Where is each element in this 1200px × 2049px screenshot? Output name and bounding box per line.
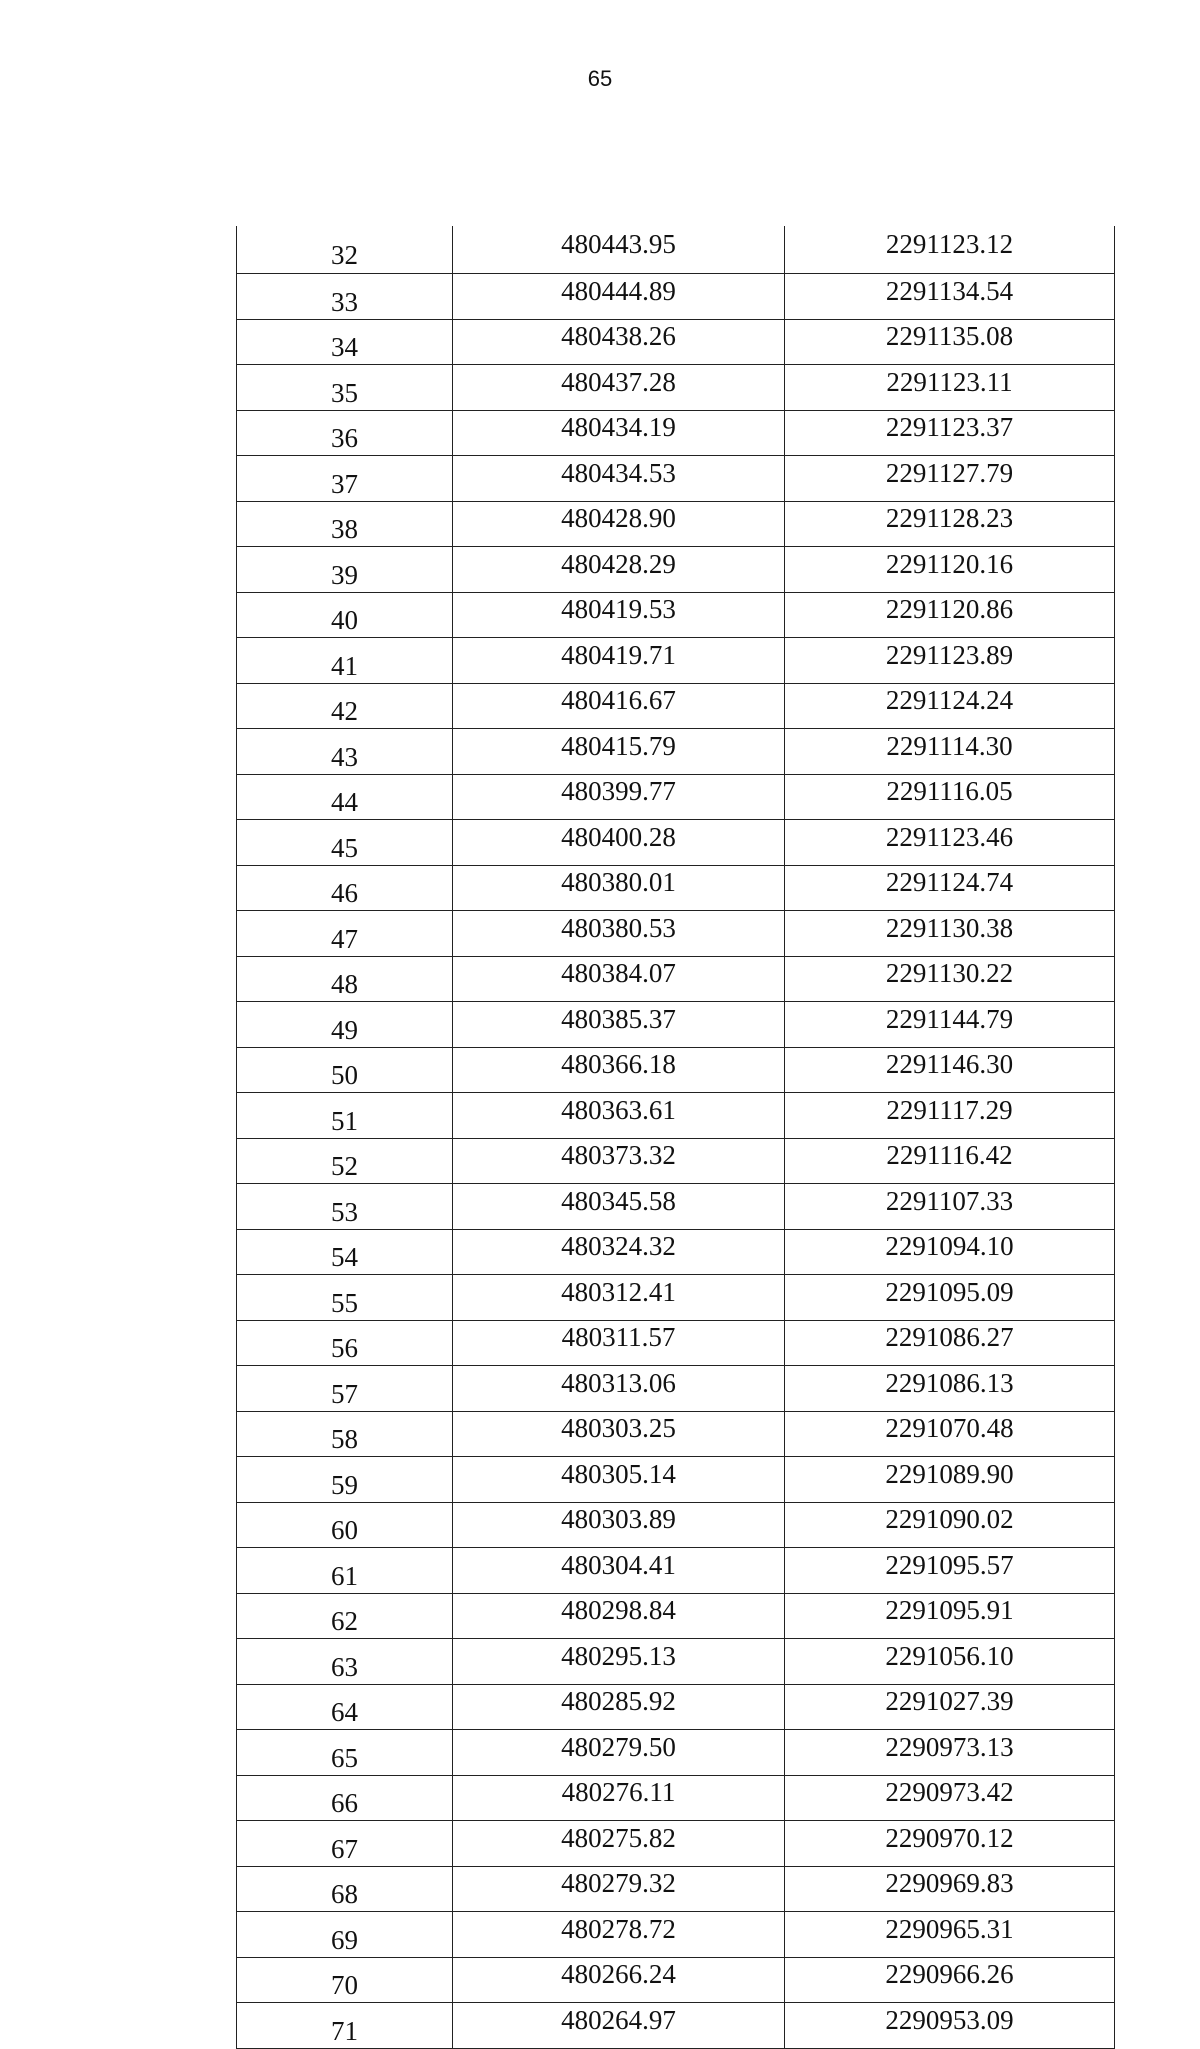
y-coordinate-cell: 2290953.09	[785, 2003, 1115, 2049]
x-coordinate-cell: 480324.32	[453, 1229, 785, 1275]
y-coordinate-cell: 2291123.37	[785, 410, 1115, 456]
table-row	[237, 410, 1115, 456]
coordinates-table-body	[237, 226, 1115, 2048]
x-coordinate-cell: 480444.89	[453, 274, 785, 320]
y-coordinate-cell: 2291130.22	[785, 956, 1115, 1002]
y-coordinate-cell: 2291095.91	[785, 1593, 1115, 1639]
point-number-cell: 47	[237, 911, 453, 957]
y-coordinate-cell: 2291128.23	[785, 501, 1115, 547]
y-coordinate-cell: 2291086.27	[785, 1320, 1115, 1366]
point-number-cell: 56	[237, 1320, 453, 1366]
x-coordinate-cell: 480295.13	[453, 1639, 785, 1685]
table-row	[237, 1502, 1115, 1548]
y-coordinate-cell: 2291123.46	[785, 820, 1115, 866]
point-number-cell: 59	[237, 1457, 453, 1503]
y-coordinate-cell: 2290966.26	[785, 1957, 1115, 2003]
x-coordinate-cell: 480419.53	[453, 592, 785, 638]
coordinates-table-container	[236, 226, 1114, 2049]
y-coordinate-cell: 2290965.31	[785, 1912, 1115, 1958]
y-coordinate-cell: 2291070.48	[785, 1411, 1115, 1457]
table-row	[237, 1775, 1115, 1821]
point-number-cell: 57	[237, 1366, 453, 1412]
x-coordinate-cell: 480385.37	[453, 1002, 785, 1048]
y-coordinate-cell: 2291127.79	[785, 456, 1115, 502]
table-row	[237, 1047, 1115, 1093]
x-coordinate-cell: 480437.28	[453, 365, 785, 411]
point-number-cell: 34	[237, 319, 453, 365]
point-number-cell: 69	[237, 1912, 453, 1958]
table-row	[237, 1457, 1115, 1503]
y-coordinate-cell: 2291090.02	[785, 1502, 1115, 1548]
point-number-cell: 53	[237, 1184, 453, 1230]
x-coordinate-cell: 480380.53	[453, 911, 785, 957]
table-row	[237, 774, 1115, 820]
y-coordinate-cell: 2291124.74	[785, 865, 1115, 911]
x-coordinate-cell: 480345.58	[453, 1184, 785, 1230]
point-number-cell: 62	[237, 1593, 453, 1639]
table-row	[237, 729, 1115, 775]
point-number-cell: 64	[237, 1684, 453, 1730]
y-coordinate-cell: 2291116.42	[785, 1138, 1115, 1184]
point-number-cell: 67	[237, 1821, 453, 1867]
table-row	[237, 1957, 1115, 2003]
table-row	[237, 1821, 1115, 1867]
table-row	[237, 2003, 1115, 2049]
point-number-cell: 41	[237, 638, 453, 684]
x-coordinate-cell: 480311.57	[453, 1320, 785, 1366]
y-coordinate-cell: 2291123.11	[785, 365, 1115, 411]
x-coordinate-cell: 480305.14	[453, 1457, 785, 1503]
x-coordinate-cell: 480275.82	[453, 1821, 785, 1867]
point-number-cell: 63	[237, 1639, 453, 1685]
table-row	[237, 1593, 1115, 1639]
point-number-cell: 44	[237, 774, 453, 820]
table-row	[237, 501, 1115, 547]
table-row	[237, 319, 1115, 365]
y-coordinate-cell: 2291094.10	[785, 1229, 1115, 1275]
y-coordinate-cell: 2291130.38	[785, 911, 1115, 957]
x-coordinate-cell: 480298.84	[453, 1593, 785, 1639]
y-coordinate-cell: 2291086.13	[785, 1366, 1115, 1412]
point-number-cell: 38	[237, 501, 453, 547]
x-coordinate-cell: 480415.79	[453, 729, 785, 775]
y-coordinate-cell: 2291027.39	[785, 1684, 1115, 1730]
table-row	[237, 865, 1115, 911]
point-number-cell: 42	[237, 683, 453, 729]
point-number-cell: 49	[237, 1002, 453, 1048]
table-row	[237, 1366, 1115, 1412]
x-coordinate-cell: 480264.97	[453, 2003, 785, 2049]
x-coordinate-cell: 480304.41	[453, 1548, 785, 1594]
y-coordinate-cell: 2291107.33	[785, 1184, 1115, 1230]
x-coordinate-cell: 480384.07	[453, 956, 785, 1002]
y-coordinate-cell: 2291123.12	[785, 226, 1115, 274]
point-number-cell: 33	[237, 274, 453, 320]
table-row	[237, 547, 1115, 593]
table-row	[237, 592, 1115, 638]
y-coordinate-cell: 2291120.16	[785, 547, 1115, 593]
x-coordinate-cell: 480285.92	[453, 1684, 785, 1730]
y-coordinate-cell: 2291124.24	[785, 683, 1115, 729]
point-number-cell: 45	[237, 820, 453, 866]
table-row	[237, 683, 1115, 729]
y-coordinate-cell: 2290973.42	[785, 1775, 1115, 1821]
point-number-cell: 68	[237, 1866, 453, 1912]
y-coordinate-cell: 2291134.54	[785, 274, 1115, 320]
point-number-cell: 51	[237, 1093, 453, 1139]
table-row	[237, 1548, 1115, 1594]
point-number-cell: 46	[237, 865, 453, 911]
point-number-cell: 58	[237, 1411, 453, 1457]
table-row	[237, 1730, 1115, 1776]
x-coordinate-cell: 480438.26	[453, 319, 785, 365]
table-row	[237, 1002, 1115, 1048]
y-coordinate-cell: 2291089.90	[785, 1457, 1115, 1503]
table-row	[237, 226, 1115, 274]
point-number-cell: 65	[237, 1730, 453, 1776]
y-coordinate-cell: 2291117.29	[785, 1093, 1115, 1139]
y-coordinate-cell: 2291056.10	[785, 1639, 1115, 1685]
x-coordinate-cell: 480400.28	[453, 820, 785, 866]
point-number-cell: 70	[237, 1957, 453, 2003]
page-number: 65	[587, 66, 613, 91]
point-number-cell: 54	[237, 1229, 453, 1275]
x-coordinate-cell: 480366.18	[453, 1047, 785, 1093]
point-number-cell: 43	[237, 729, 453, 775]
point-number-cell: 52	[237, 1138, 453, 1184]
point-number-cell: 36	[237, 410, 453, 456]
x-coordinate-cell: 480373.32	[453, 1138, 785, 1184]
point-number-cell: 40	[237, 592, 453, 638]
table-row	[237, 638, 1115, 684]
y-coordinate-cell: 2291116.05	[785, 774, 1115, 820]
x-coordinate-cell: 480312.41	[453, 1275, 785, 1321]
table-row	[237, 1229, 1115, 1275]
point-number-cell: 39	[237, 547, 453, 593]
table-row	[237, 820, 1115, 866]
table-row	[237, 956, 1115, 1002]
table-row	[237, 365, 1115, 411]
y-coordinate-cell: 2291135.08	[785, 319, 1115, 365]
x-coordinate-cell: 480278.72	[453, 1912, 785, 1958]
table-row	[237, 1912, 1115, 1958]
point-number-cell: 55	[237, 1275, 453, 1321]
y-coordinate-cell: 2291120.86	[785, 592, 1115, 638]
table-row	[237, 1411, 1115, 1457]
x-coordinate-cell: 480279.50	[453, 1730, 785, 1776]
x-coordinate-cell: 480380.01	[453, 865, 785, 911]
x-coordinate-cell: 480416.67	[453, 683, 785, 729]
point-number-cell: 35	[237, 365, 453, 411]
table-row	[237, 1093, 1115, 1139]
table-row	[237, 1138, 1115, 1184]
x-coordinate-cell: 480313.06	[453, 1366, 785, 1412]
table-row	[237, 1866, 1115, 1912]
point-number-cell: 71	[237, 2003, 453, 2049]
y-coordinate-cell: 2290973.13	[785, 1730, 1115, 1776]
table-row	[237, 911, 1115, 957]
x-coordinate-cell: 480428.90	[453, 501, 785, 547]
x-coordinate-cell: 480276.11	[453, 1775, 785, 1821]
x-coordinate-cell: 480266.24	[453, 1957, 785, 2003]
x-coordinate-cell: 480443.95	[453, 226, 785, 274]
point-number-cell: 60	[237, 1502, 453, 1548]
x-coordinate-cell: 480434.53	[453, 456, 785, 502]
y-coordinate-cell: 2290969.83	[785, 1866, 1115, 1912]
y-coordinate-cell: 2291095.09	[785, 1275, 1115, 1321]
y-coordinate-cell: 2291123.89	[785, 638, 1115, 684]
table-row	[237, 1684, 1115, 1730]
point-number-cell: 61	[237, 1548, 453, 1594]
table-row	[237, 456, 1115, 502]
x-coordinate-cell: 480363.61	[453, 1093, 785, 1139]
y-coordinate-cell: 2291114.30	[785, 729, 1115, 775]
point-number-cell: 32	[237, 226, 453, 274]
point-number-cell: 48	[237, 956, 453, 1002]
table-row	[237, 1639, 1115, 1685]
table-row	[237, 1275, 1115, 1321]
point-number-cell: 66	[237, 1775, 453, 1821]
x-coordinate-cell: 480428.29	[453, 547, 785, 593]
x-coordinate-cell: 480303.89	[453, 1502, 785, 1548]
y-coordinate-cell: 2291144.79	[785, 1002, 1115, 1048]
table-row	[237, 1320, 1115, 1366]
y-coordinate-cell: 2291146.30	[785, 1047, 1115, 1093]
x-coordinate-cell: 480279.32	[453, 1866, 785, 1912]
coordinates-table	[236, 226, 1115, 2049]
y-coordinate-cell: 2291095.57	[785, 1548, 1115, 1594]
x-coordinate-cell: 480419.71	[453, 638, 785, 684]
x-coordinate-cell: 480399.77	[453, 774, 785, 820]
x-coordinate-cell: 480434.19	[453, 410, 785, 456]
x-coordinate-cell: 480303.25	[453, 1411, 785, 1457]
table-row	[237, 274, 1115, 320]
y-coordinate-cell: 2290970.12	[785, 1821, 1115, 1867]
table-row	[237, 1184, 1115, 1230]
point-number-cell: 50	[237, 1047, 453, 1093]
point-number-cell: 37	[237, 456, 453, 502]
